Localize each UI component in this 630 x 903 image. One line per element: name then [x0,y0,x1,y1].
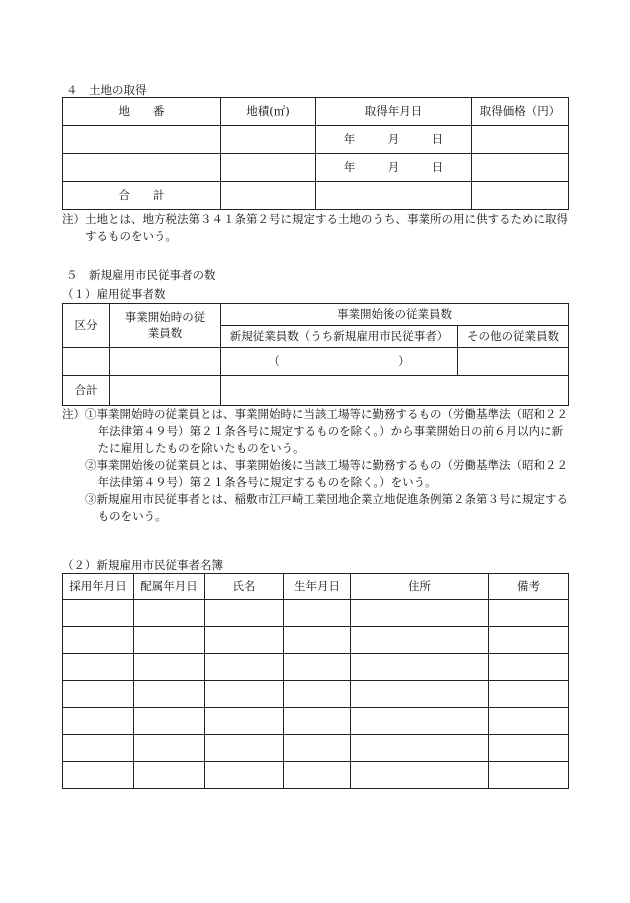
birth-date-cell[interactable] [284,762,351,789]
note-item: ③新規雇用市民従事者とは、稲敷市江戸崎工業団地企業立地促進条例第２条第３号に規定するものをいう。 [85,492,568,523]
header-area: 地積(㎡) [221,98,316,126]
assignment-date-cell[interactable] [134,708,205,735]
header-kubun: 区分 [63,304,110,348]
assignment-date-cell[interactable] [134,735,205,762]
header-start-employees: 事業開始時の従業員数 [110,304,221,348]
roster-row [63,600,569,627]
address-cell[interactable] [351,627,489,654]
note-item: ①事業開始時の従業員とは、事業開始時に当該工場等に勤務するもの（労働基準法（昭和２２年法律第４９号）第２１条各号に規定するものを除く。）から事業開始日の前６月以内に新たに雇用したものを除いたものをいう。 [85,407,568,455]
roster-row [63,654,569,681]
section5-title: ５ 新規雇用市民従事者の数 [66,268,216,282]
address-cell[interactable] [351,708,489,735]
section5-notes: 注） ①事業開始時の従業員とは、事業開始時に当該工場等に勤務するもの（労働基準法（昭和２２年法律第４９号）第２１条各号に規定するものを除く。）から事業開始日の前６月以内に新たに雇用したものを除いたものをいう。 ②事業開始後の従業員とは、事業開始後に当該工場等に勤務するもの（労働基準法（昭和２２年法律第４９号）第２１条各号に規定するものを除く。）をいう。 ③新規雇用市民従事者とは、稲敷市江戸崎工業団地企業立地促進条例第２条第３号に規定するものをいう。 [62,407,568,523]
name-cell[interactable] [205,762,284,789]
header-acquisition-price: 取得価格（円） [472,98,569,126]
note-item: ②事業開始後の従業員とは、事業開始後に当該工場等に勤務するもの（労働基準法（昭和２２年法律第４９号）第２１条各号に規定するものを除く。）をいう。 [85,458,568,489]
header-name: 氏名 [205,574,284,600]
remarks-cell[interactable] [489,708,569,735]
header-after-employees: 事業開始後の従業員数 [221,304,569,326]
hire-date-cell[interactable] [63,627,134,654]
header-assignment-date: 配属年月日 [134,574,205,600]
total-after-employees-cell[interactable] [221,376,569,406]
header-acquisition-date: 取得年月日 [316,98,472,126]
header-remarks: 備考 [489,574,569,600]
birth-date-cell[interactable] [284,681,351,708]
acquisition-date-cell[interactable]: 年 月 日 [316,154,472,182]
section5-sub1-title: （１）雇用従事者数 [62,287,166,301]
hire-date-cell[interactable] [63,708,134,735]
name-cell[interactable] [205,600,284,627]
roster-row [63,735,569,762]
name-cell[interactable] [205,681,284,708]
acquisition-price-cell[interactable] [472,126,569,154]
new-employee-roster-table [62,573,569,789]
birth-date-cell[interactable] [284,600,351,627]
hire-date-cell[interactable] [63,654,134,681]
assignment-date-cell[interactable] [134,762,205,789]
employee-count-table [62,303,569,406]
other-employees-cell[interactable] [458,348,569,376]
roster-row [63,681,569,708]
section4-title: ４ 土地の取得 [66,83,147,97]
hire-date-cell[interactable] [63,600,134,627]
start-employees-cell[interactable] [110,348,221,376]
assignment-date-cell[interactable] [134,627,205,654]
birth-date-cell[interactable] [284,627,351,654]
birth-date-cell[interactable] [284,708,351,735]
remarks-cell[interactable] [489,600,569,627]
roster-row [63,627,569,654]
assignment-date-cell[interactable] [134,600,205,627]
roster-row [63,762,569,789]
address-cell[interactable] [351,681,489,708]
total-area-cell[interactable] [221,182,316,210]
hire-date-cell[interactable] [63,681,134,708]
address-cell[interactable] [351,600,489,627]
header-lot-number: 地 番 [63,98,221,126]
header-new-employees: 新規従業員数（うち新規雇用市民従事者） [221,326,458,348]
remarks-cell[interactable] [489,627,569,654]
kubun-cell[interactable] [63,348,110,376]
remarks-cell[interactable] [489,681,569,708]
lot-number-cell[interactable] [63,154,221,182]
total-price-cell[interactable] [472,182,569,210]
acquisition-price-cell[interactable] [472,154,569,182]
birth-date-cell[interactable] [284,735,351,762]
address-cell[interactable] [351,735,489,762]
name-cell[interactable] [205,708,284,735]
birth-date-cell[interactable] [284,654,351,681]
remarks-cell[interactable] [489,762,569,789]
land-acquisition-table [62,97,569,210]
remarks-cell[interactable] [489,654,569,681]
name-cell[interactable] [205,627,284,654]
assignment-date-cell[interactable] [134,654,205,681]
hire-date-cell[interactable] [63,735,134,762]
total-date-cell [316,182,472,210]
section4-note: 注） 土地とは、地方税法第３４１条第２号に規定する土地のうち、事業所の用に供するために取得するものをいう。 [62,212,568,243]
address-cell[interactable] [351,654,489,681]
header-address: 住所 [351,574,489,600]
header-hire-date: 採用年月日 [63,574,134,600]
area-cell[interactable] [221,126,316,154]
section5-sub2-title: （２）新規雇用市民従事者名簿 [62,558,223,572]
new-employees-cell[interactable]: （ ） [221,348,458,376]
total-label: 合 計 [63,182,221,210]
name-cell[interactable] [205,735,284,762]
header-birth-date: 生年月日 [284,574,351,600]
lot-number-cell[interactable] [63,126,221,154]
assignment-date-cell[interactable] [134,681,205,708]
header-other-employees: その他の従業員数 [458,326,569,348]
name-cell[interactable] [205,654,284,681]
remarks-cell[interactable] [489,735,569,762]
total-label: 合計 [63,376,110,406]
hire-date-cell[interactable] [63,762,134,789]
total-start-employees-cell[interactable] [110,376,221,406]
acquisition-date-cell[interactable]: 年 月 日 [316,126,472,154]
roster-row [63,708,569,735]
area-cell[interactable] [221,154,316,182]
address-cell[interactable] [351,762,489,789]
